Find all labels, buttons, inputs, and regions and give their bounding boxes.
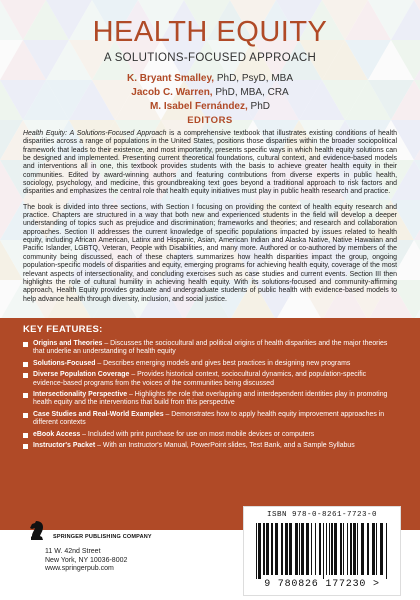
- barcode-bar: [263, 523, 265, 575]
- feature-heading: Solutions-Focused: [33, 359, 96, 367]
- barcode-bar: [266, 523, 269, 575]
- bullet-square-icon: [23, 373, 28, 378]
- key-feature-item: [23, 391, 398, 408]
- description-italic: Health Equity: A Solutions-Focused Approach: [23, 130, 167, 137]
- barcode-bar: [299, 523, 300, 575]
- publisher-name: SPRINGER PUBLISHING COMPANY: [53, 534, 152, 540]
- barcode-bar: [331, 523, 333, 575]
- key-features-title: KEY FEATURES:: [23, 324, 103, 335]
- description-paragraph-2: [23, 204, 397, 304]
- feature-heading: eBook Access: [33, 430, 81, 438]
- feature-text: – Demonstrates how to apply health equity improvement approaches in different contexts: [33, 410, 385, 427]
- key-feature-item: [23, 442, 398, 450]
- barcode-bar: [386, 523, 387, 579]
- book-title: HEALTH EQUITY: [92, 16, 328, 48]
- bullet-square-icon: [23, 342, 28, 347]
- barcode-bar: [275, 523, 278, 575]
- key-feature-item: [23, 360, 398, 368]
- barcode-bar: [285, 523, 288, 575]
- barcode-image: [250, 523, 394, 579]
- editor-credentials: PhD, MBA, CRA: [212, 87, 289, 98]
- barcode-bar: [353, 523, 356, 575]
- feature-text: – Discusses the sociocultural and political origins of health disparities and the major theories that underlie an understanding of health equity: [33, 340, 388, 356]
- barcode-bar: [334, 523, 337, 575]
- barcode-bar: [258, 523, 261, 579]
- feature-text: – Included with print purchase for use on most mobile devices or computers: [80, 430, 315, 438]
- editor-name: K. Bryant Smalley,: [127, 73, 215, 84]
- feature-text: – Highlights the role that overlapping and interdependent identities play in promoting health equity and the interventions that build from this perspective: [33, 391, 388, 407]
- editor-credentials: PhD, PsyD, MBA: [214, 73, 293, 84]
- barcode-bar: [343, 523, 344, 575]
- editor-3: [0, 100, 420, 114]
- barcode-bar: [319, 523, 321, 575]
- feature-heading: Instructor's Packet: [33, 442, 96, 450]
- barcode-bar: [357, 523, 358, 575]
- bullet-square-icon: [23, 393, 28, 398]
- barcode-bar: [306, 523, 309, 575]
- address-line: www.springerpub.com: [45, 565, 114, 573]
- barcode-bar: [323, 523, 324, 579]
- barcode-bar: [340, 523, 342, 575]
- editor-name: M. Isabel Fernández,: [149, 101, 248, 112]
- publisher-address: [45, 548, 127, 574]
- barcode-bar: [372, 523, 375, 575]
- springer-chess-knight-icon: [23, 519, 51, 541]
- barcode-bar: [367, 523, 369, 575]
- barcode-bar: [315, 523, 316, 575]
- key-features-list: [23, 340, 398, 453]
- feature-text: – With an Instructor's Manual, PowerPoint slides, Test Bank, and a Sample Syllabus: [95, 442, 355, 450]
- bullet-square-icon: [23, 362, 28, 367]
- barcode-bar: [301, 523, 304, 575]
- book-subtitle: A SOLUTIONS-FOCUSED APPROACH: [103, 52, 317, 64]
- barcode-bar: [380, 523, 383, 575]
- barcode-bar: [289, 523, 292, 575]
- barcode-bar: [376, 523, 377, 575]
- key-feature-item: [23, 340, 398, 357]
- publisher-logo: [23, 519, 152, 541]
- barcode-bar: [350, 523, 352, 575]
- editor-2: [0, 86, 420, 100]
- key-feature-item: [23, 411, 398, 428]
- editor-credentials: PhD: [247, 101, 271, 112]
- address-line: New York, NY 10036-8002: [45, 556, 128, 564]
- barcode-bar: [311, 523, 312, 575]
- barcode-bar: [295, 523, 298, 575]
- description-text: is a comprehensive textbook that illustrates existing conditions of health disparities across a range of populations in the United States, positions those disparities within the broader sociopolitical framework that leads to their existence, and most importantly, presents specific ways in which health equity solutions can be designed and implemented. Presenting current theoretical foundations, cultural context, and evidence-based models and interventions all in one, this textbook provides students with the basis to achieve greater health equity in their communities. Edited by award-winning authors and featuring contributions from diverse experts in public health, sociology, psychology, and medicine, this groundbreaking text goes beyond a traditional approach to risk factors and disparities and emphasizes the central role that health equity initiatives must play in public health research and practice.: [23, 130, 397, 196]
- description-text: The book is divided into three sections, with Section I focusing on providing the context of health equity research and practice. Chapters are structured in a way that both new and experienced students in the field will develop a deeper understanding of topics such as prejudice and discrimination; frameworks and theories; and research and collaboration approaches. Section II addresses the current knowledge of specific populations impacted by issues related to health equity, including African American, Latinx and Hispanic, Asian, American Indian and Alaska Native, Native Hawaiian and Pacific Islander, LGBTQ, Veteran, People with Disabilities, and many more. Authored or co-authored by members of the community being discussed, each of these chapters summarizes how health disparities impact the group, ongoing population-specific models of disparities and equity, emerging programs for achieving health equity, coverage of the most relevant aspects of intersectionality, and concluding exercises such as case studies and current events. Section III then highlights the role of cultural humility in achieving health equity. With its solutions-focused and community-affirming approach, Health Equity provides graduate and undergraduate students of public health with evidence-based models to help advance health through diversity, inclusion, and social justice.: [23, 203, 397, 303]
- feature-text: – Describes emerging models and gives best practices in designing new programs: [95, 359, 351, 367]
- bullet-square-icon: [23, 413, 28, 418]
- barcode-number: 9 780826 177230 >: [264, 579, 380, 590]
- feature-heading: Intersectionality Perspective: [33, 391, 128, 399]
- bullet-square-icon: [23, 444, 28, 449]
- feature-heading: Diverse Population Coverage: [33, 371, 130, 379]
- barcode-bar: [271, 523, 273, 575]
- barcode-bar: [347, 523, 348, 575]
- key-feature-item: [23, 371, 398, 388]
- address-line: 11 W. 42nd Street: [45, 548, 101, 555]
- book-description: [23, 130, 397, 311]
- bullet-square-icon: [23, 433, 28, 438]
- barcode-bar: [326, 523, 327, 575]
- barcode-bar: [256, 523, 257, 579]
- feature-heading: Origins and Theories: [33, 340, 103, 347]
- barcode-bar: [361, 523, 364, 575]
- barcode-bar: [329, 523, 330, 575]
- feature-text: – Provides historical context, sociocultural dynamics, and population-specific evidence-based programs from the voices of the communities being discussed: [33, 371, 367, 387]
- barcode-bar: [281, 523, 283, 575]
- feature-heading: Case Studies and Real-World Examples: [33, 410, 164, 418]
- editors-label: EDITORS: [187, 115, 233, 126]
- editor-name: Jacob C. Warren,: [131, 87, 213, 98]
- key-feature-item: [23, 431, 398, 439]
- barcode-box: [243, 506, 401, 596]
- isbn-label: ISBN 978-0-8261-7723-0: [266, 511, 378, 519]
- editors-block: [0, 72, 420, 126]
- description-paragraph-1: [23, 130, 397, 197]
- editor-1: [0, 72, 420, 86]
